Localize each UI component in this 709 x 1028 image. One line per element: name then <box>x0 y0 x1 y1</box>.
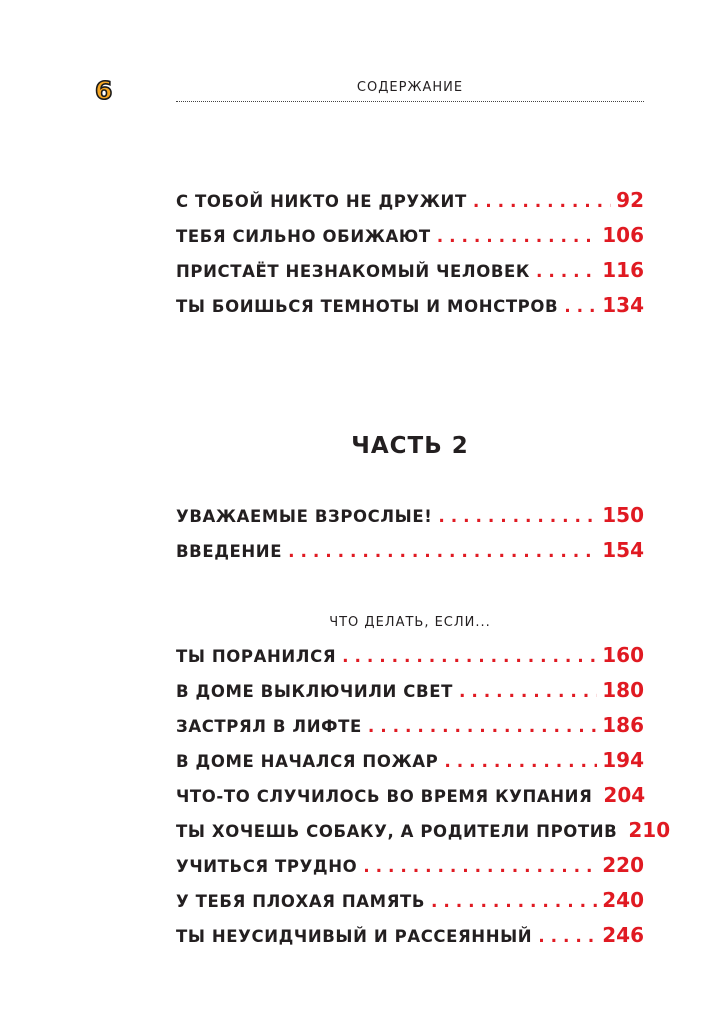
toc-entry-title: ЗАСТРЯЛ В ЛИФТЕ <box>176 717 362 736</box>
toc-entry[interactable] <box>176 678 644 713</box>
toc-dot-leader <box>538 927 597 947</box>
toc-entry-title: В ДОМЕ ВЫКЛЮЧИЛИ СВЕТ <box>176 682 453 701</box>
toc-page-number: 92 <box>616 188 644 212</box>
section-subheading: ЧТО ДЕЛАТЬ, ЕСЛИ... <box>329 615 491 630</box>
toc-entry[interactable] <box>176 923 644 958</box>
toc-entry[interactable] <box>176 643 644 678</box>
toc-dot-leader <box>444 752 597 772</box>
toc-entry[interactable] <box>176 258 644 293</box>
toc-entry-title: ТЫ ПОРАНИЛСЯ <box>176 647 337 666</box>
toc-dot-leader <box>564 297 597 317</box>
page-number: 6 <box>95 76 113 105</box>
toc-entry[interactable] <box>176 223 644 258</box>
toc-entry-title: ВВЕДЕНИЕ <box>176 542 283 561</box>
toc-page-number: 160 <box>602 643 644 667</box>
toc-page-number: 154 <box>602 538 644 562</box>
toc-entry[interactable] <box>176 853 644 888</box>
toc-dot-leader <box>437 227 598 247</box>
toc-part2-intro <box>176 503 644 573</box>
toc-dot-leader <box>536 262 597 282</box>
toc-entry[interactable] <box>176 293 644 328</box>
toc-entry-title: В ДОМЕ НАЧАЛСЯ ПОЖАР <box>176 752 439 771</box>
toc-entry-title: ТЫ БОИШЬСЯ ТЕМНОТЫ И МОНСТРОВ <box>176 297 559 316</box>
toc-entry-title: ТЕБЯ СИЛЬНО ОБИЖАЮТ <box>176 227 431 246</box>
toc-part2-entries <box>176 643 671 958</box>
toc-entry-title: УЧИТЬСЯ ТРУДНО <box>176 857 358 876</box>
toc-entry[interactable] <box>176 818 671 853</box>
toc-entry[interactable] <box>176 888 644 923</box>
toc-entry-title: С ТОБОЙ НИКТО НЕ ДРУЖИТ <box>176 192 467 211</box>
toc-entry[interactable] <box>176 188 644 223</box>
toc-entry[interactable] <box>176 713 644 748</box>
toc-page-number: 150 <box>602 503 644 527</box>
toc-entry[interactable] <box>176 783 644 818</box>
toc-page-number: 116 <box>602 258 644 282</box>
toc-section-1 <box>176 188 644 328</box>
toc-dot-leader <box>438 507 597 527</box>
toc-dot-leader <box>363 857 597 877</box>
toc-entry-title: УВАЖАЕМЫЕ ВЗРОСЛЫЕ! <box>176 507 433 526</box>
toc-page-number: 186 <box>602 713 644 737</box>
running-header: СОДЕРЖАНИЕ <box>356 80 464 95</box>
toc-entry-title: ЧТО-ТО СЛУЧИЛОСЬ ВО ВРЕМЯ КУПАНИЯ <box>176 787 593 806</box>
toc-dot-leader <box>368 717 597 737</box>
toc-entry-title: У ТЕБЯ ПЛОХАЯ ПАМЯТЬ <box>176 892 426 911</box>
part-title: ЧАСТЬ 2 <box>351 433 469 459</box>
toc-page-number: 134 <box>602 293 644 317</box>
toc-entry[interactable] <box>176 748 644 783</box>
toc-page-number: 106 <box>602 223 644 247</box>
toc-page-number: 180 <box>602 678 644 702</box>
toc-entry[interactable] <box>176 503 644 538</box>
toc-page-number: 194 <box>602 748 644 772</box>
toc-entry-title: ПРИСТАЁТ НЕЗНАКОМЫЙ ЧЕЛОВЕК <box>176 262 530 281</box>
toc-dot-leader <box>473 192 611 212</box>
toc-page-number: 246 <box>602 923 644 947</box>
toc-dot-leader <box>342 647 597 667</box>
header-dotted-rule <box>176 101 644 102</box>
toc-entry[interactable] <box>176 538 644 573</box>
toc-dot-leader <box>431 892 597 912</box>
toc-page-number: 220 <box>602 853 644 877</box>
toc-page-number: 204 <box>603 783 646 807</box>
toc-page-number: 210 <box>628 818 671 842</box>
toc-dot-leader <box>459 682 597 702</box>
toc-dot-leader <box>288 542 597 562</box>
toc-entry-title: ТЫ НЕУСИДЧИВЫЙ И РАССЕЯННЫЙ <box>176 927 533 946</box>
toc-page-number: 240 <box>602 888 644 912</box>
toc-entry-title: ТЫ ХОЧЕШЬ СОБАКУ, А РОДИТЕЛИ ПРОТИВ <box>176 822 618 841</box>
